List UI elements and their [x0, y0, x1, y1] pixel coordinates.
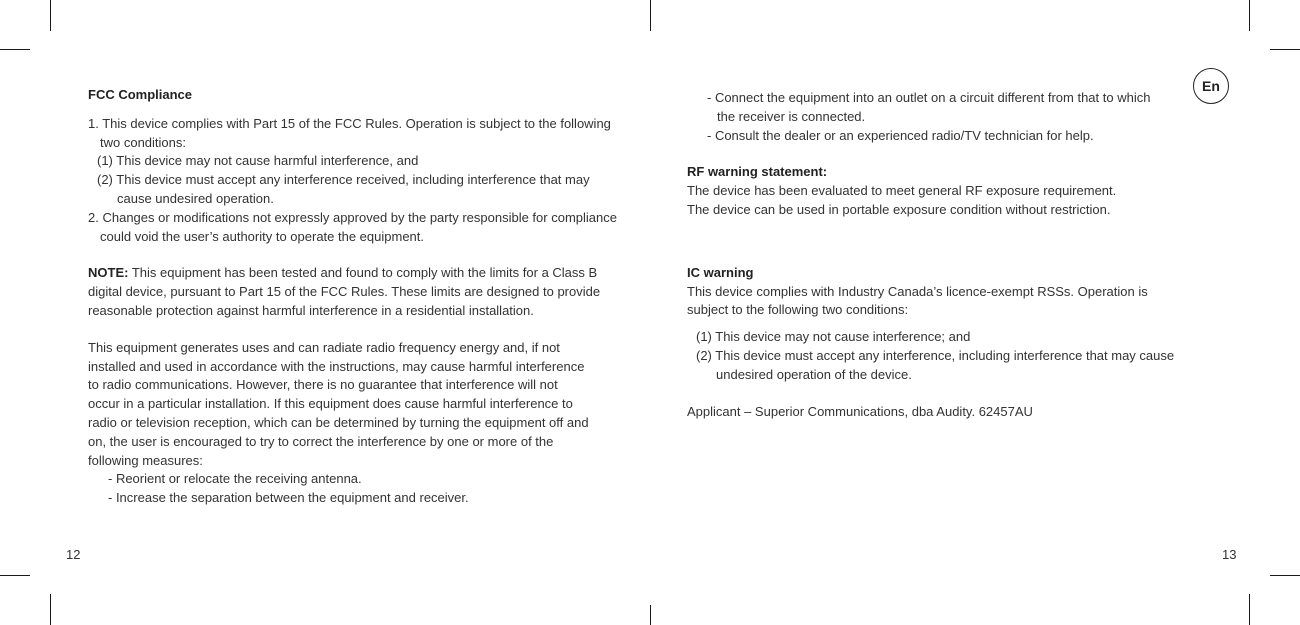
right-page-content	[687, 89, 1207, 421]
fcc-condition-item: 1. This device complies with Part 15 of the FCC Rules. Operation is subject to the following two conditions:	[88, 115, 611, 150]
measure-item: - Connect the equipment into an outlet on a circuit different from that to which the receiver is connected.	[707, 90, 1151, 124]
fcc-condition-item: (1) This device may not cause harmful interference, and	[97, 153, 419, 169]
fcc-condition-item: 2. Changes or modifications not expressly approved by the party responsible for compliance could void the user’s authority to operate the equipment.	[88, 209, 617, 244]
ic-condition-item: (1) This device may not cause interference; and	[696, 329, 971, 345]
measure-item: - Consult the dealer or an experienced radio/TV technician for help.	[707, 127, 1094, 143]
language-badge: En	[1193, 68, 1229, 104]
crop-mark	[50, 0, 51, 31]
note-text: This equipment has been tested and found to comply with the limits for a Class B digital device, pursuant to Part 15 of the FCC Rules. These limits are designed to provide reasonable protection against harmful interference in a residential installation.	[88, 265, 601, 318]
measure-item: - Increase the separation between the equipment and receiver.	[108, 490, 469, 506]
crop-mark	[650, 605, 651, 625]
ic-warning-heading: IC warning	[687, 264, 754, 280]
crop-mark	[0, 49, 30, 50]
rf-warning-text: The device has been evaluated to meet general RF exposure requirement.	[687, 183, 1117, 199]
note-label: NOTE:	[88, 265, 129, 281]
rf-warning-heading: RF warning statement:	[687, 164, 828, 180]
ic-warning-text: This device complies with Industry Canada’s licence-exempt RSSs. Operation is subject to the following two conditions:	[687, 283, 1148, 318]
crop-mark	[1249, 594, 1250, 625]
crop-mark	[50, 594, 51, 625]
fcc-compliance-heading: FCC Compliance	[88, 87, 193, 102]
page-number-left: 12	[66, 547, 81, 562]
note-paragraph	[88, 264, 603, 320]
rf-warning-text: The device can be used in portable exposure condition without restriction.	[687, 201, 1111, 217]
page-number-right: 13	[1222, 547, 1237, 562]
interference-paragraph: This equipment generates uses and can radiate radio frequency energy and, if not installed and used in accordance with the instructions, may cause harmful interference to radio communications. However, there is no guarantee that interference will not occur in a particular installation. If this equipment does cause harmful interference to radio or television reception, which can be determined by turning the equipment off and on, the user is encouraged to try to correct the interference by one or more of the following measures:	[88, 339, 589, 468]
applicant-line: Applicant – Superior Communications, dba Audity. 62457AU	[687, 403, 1033, 419]
ic-condition-item: (2) This device must accept any interference, including interference that may cause undesired operation of the device.	[696, 347, 1175, 382]
crop-mark	[1270, 49, 1300, 50]
crop-mark	[0, 575, 30, 576]
left-page-content	[88, 86, 618, 508]
crop-mark	[1249, 0, 1250, 31]
measure-item: - Reorient or relocate the receiving antenna.	[108, 471, 362, 487]
crop-mark	[1270, 575, 1300, 576]
fcc-condition-item: (2) This device must accept any interference received, including interference that may cause undesired operation.	[97, 172, 590, 206]
crop-mark	[650, 0, 651, 31]
